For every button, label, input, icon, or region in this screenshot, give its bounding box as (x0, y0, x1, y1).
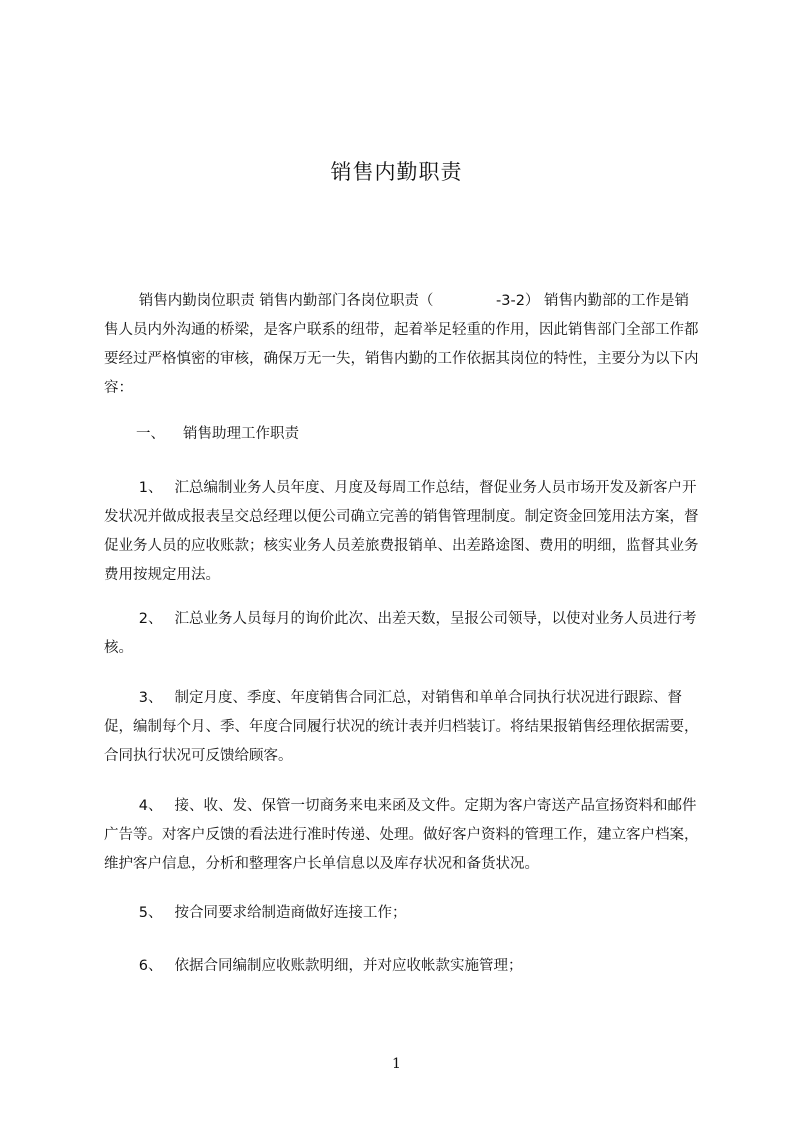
list-item-text: 按合同要求给制造商做好连接工作； (174, 905, 407, 921)
list-item-text: 依据合同编制应收账款明细，并对应收帐款实施管理； (174, 958, 523, 974)
list-item-number: 4、 (138, 798, 163, 814)
list-item-text: 汇总业务人员每月的询价此次、出差天数，呈报公司领导，以使对业务人员进行考核。 (104, 611, 697, 656)
intro-paragraph: 销售内勤岗位职责 销售内勤部门各岗位职责（ -3-2） 销售内勤部的工作是销售人员内外沟通的桥梁，是客户联系的纽带，起着举足轻重的作用，因此销售部门全部工作都要经过严格慎密的审核，确保万无一失，销售内勤的工作依据其岗位的特性，主要分为以下内容： (104, 293, 699, 396)
list-item-number: 3、 (138, 690, 163, 706)
list-item-number: 1、 (138, 480, 163, 496)
list-item (104, 792, 702, 879)
list-item-number: 6、 (138, 958, 163, 974)
list-item-text: 汇总编制业务人员年度、月度及每周工作总结，督促业务人员市场开发及新客户开发状况并做成报表呈交总经理以便公司确立完善的销售管理制度。制定资金回笼用法方案，督促业务人员的应收账款；核实业务人员差旅费报销单、出差路途图、费用的明细，监督其业务费用按规定用法。 (104, 480, 699, 583)
section-title: 销售助理工作职责 (183, 426, 299, 442)
section-number: 一、 (136, 426, 165, 442)
list-item-text: 制定月度、季度、年度销售合同汇总，对销售和单单合同执行状况进行跟踪、督促，编制每个月、季、年度合同履行状况的统计表并归档装订。将结果报销售经理依据需要，合同执行状况可反馈给顾客。 (104, 690, 699, 764)
list-item-number: 5、 (138, 905, 163, 921)
list-item (104, 899, 702, 928)
list-item (104, 474, 702, 590)
list-item-number: 2、 (138, 611, 163, 627)
section-heading (136, 420, 299, 449)
list-item (104, 952, 702, 981)
page-number: 1 (392, 1056, 401, 1072)
list-item (104, 605, 702, 663)
list-item-text: 接、收、发、保管一切商务来电来函及文件。定期为客户寄送产品宣扬资料和邮件广告等。对客户反馈的看法进行准时传递、处理。做好客户资料的管理工作，建立客户档案，维护客户信息，分析和整理客户长单信息以及库存状况和备货状况。 (104, 798, 699, 872)
page-title: 销售内勤职责 (330, 160, 463, 185)
list-item (104, 684, 702, 771)
